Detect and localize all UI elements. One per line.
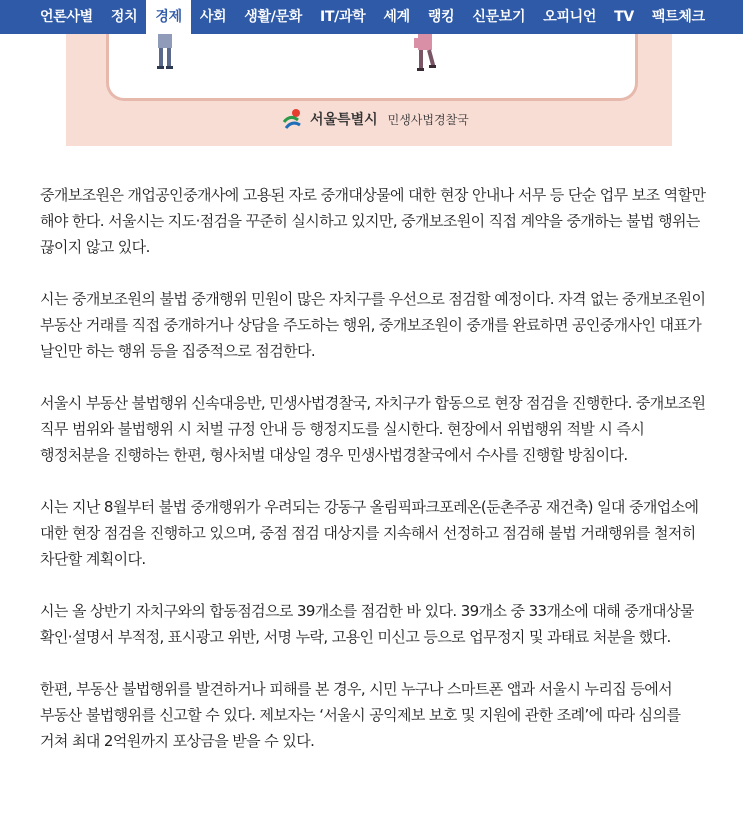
person-figure-right-icon [412,34,438,78]
nav-item-politics[interactable]: 정치 [110,9,138,25]
article-paragraph: 시는 중개보조원의 불법 중개행위 민원이 많은 자치구를 우선으로 점검할 예정이다. 자격 없는 중개보조원이 부동산 거래를 직접 중개하거나 상담을 주도하는 행위, 중개보조원이 중개를 완료하면 공인중개사인 대표가 날인만 하는 행위 등을 집중적으로 점검한다. [40,290,706,360]
article-paragraph: 한편, 부동산 불법행위를 발견하거나 피해를 본 경우, 시민 누구나 스마트폰 앱과 서울시 누리집 등에서 부동산 불법행위를 신고할 수 있다. 제보자는 ‘서울시 공익제보 보호 및 지원에 관한 조례’에 따라 심의를 거쳐 최대 2억원까지 포상금을 받을 수 있다. [40,680,681,750]
nav-item-life-culture[interactable]: 생활/문화 [244,9,302,25]
nav-item-press[interactable]: 언론사별 [40,9,93,25]
article-body [40,182,708,780]
illustration-panel [106,34,638,101]
nav-item-ranking[interactable]: 랭킹 [427,9,455,25]
logo-department: 민생사법경찰국 [387,112,469,127]
section-nav [0,0,743,34]
article-paragraph: 중개보조원은 개업공인중개사에 고용된 자로 중개대상물에 대한 현장 안내나 서무 등 단순 업무 보조 역할만 해야 한다. 서울시는 지도·점검을 꾸준히 실시하고 있지만, 중개보조원이 직접 계약을 중개하는 불법 행위는 끊이지 않고 있다. [40,186,706,256]
article-paragraph: 시는 지난 8월부터 불법 중개행위가 우려되는 강동구 올림픽파크포레온(둔촌주공 재건축) 일대 중개업소에 대한 현장 점검을 진행하고 있으며, 중점 점검 대상지를 지속해서 선정하고 점검해 불법 거래행위를 철저히 차단할 계획이다. [40,498,699,568]
seoul-logo [282,106,469,132]
seoul-logo-icon [282,108,304,130]
article-paragraph: 서울시 부동산 불법행위 신속대응반, 민생사법경찰국, 자치구가 합동으로 현장 점검을 진행한다. 중개보조원 직무 범위와 불법행위 시 처벌 규정 안내 등 행정지도를 실시한다. 현장에서 위법행위 적발 시 즉시 행정처분을 진행하는 한편, 형사처벌 대상일 경우 민생사법경찰국에서 수사를 진행할 방침이다. [40,394,706,464]
nav-item-economy[interactable]: 경제 [146,0,190,34]
article-illustration [66,34,672,146]
nav-item-newspaper[interactable]: 신문보기 [472,9,526,25]
nav-item-world[interactable]: 세계 [383,9,410,25]
person-figure-left-icon [154,34,176,74]
nav-item-tv[interactable]: TV [614,9,634,25]
nav-item-society[interactable]: 사회 [199,9,227,25]
article-paragraph: 시는 올 상반기 자치구와의 합동점검으로 39개소를 점검한 바 있다. 39개소 중 33개소에 대해 중개대상물 확인·설명서 부적정, 표시광고 위반, 서명 누락, 고용인 미신고 등으로 업무정지 및 과태료 처분을 했다. [40,602,694,646]
nav-item-factcheck[interactable]: 팩트체크 [651,9,705,25]
nav-item-opinion[interactable]: 오피니언 [543,9,597,25]
nav-item-it-science[interactable]: IT/과학 [319,9,366,25]
logo-name: 서울특별시 [310,112,378,128]
